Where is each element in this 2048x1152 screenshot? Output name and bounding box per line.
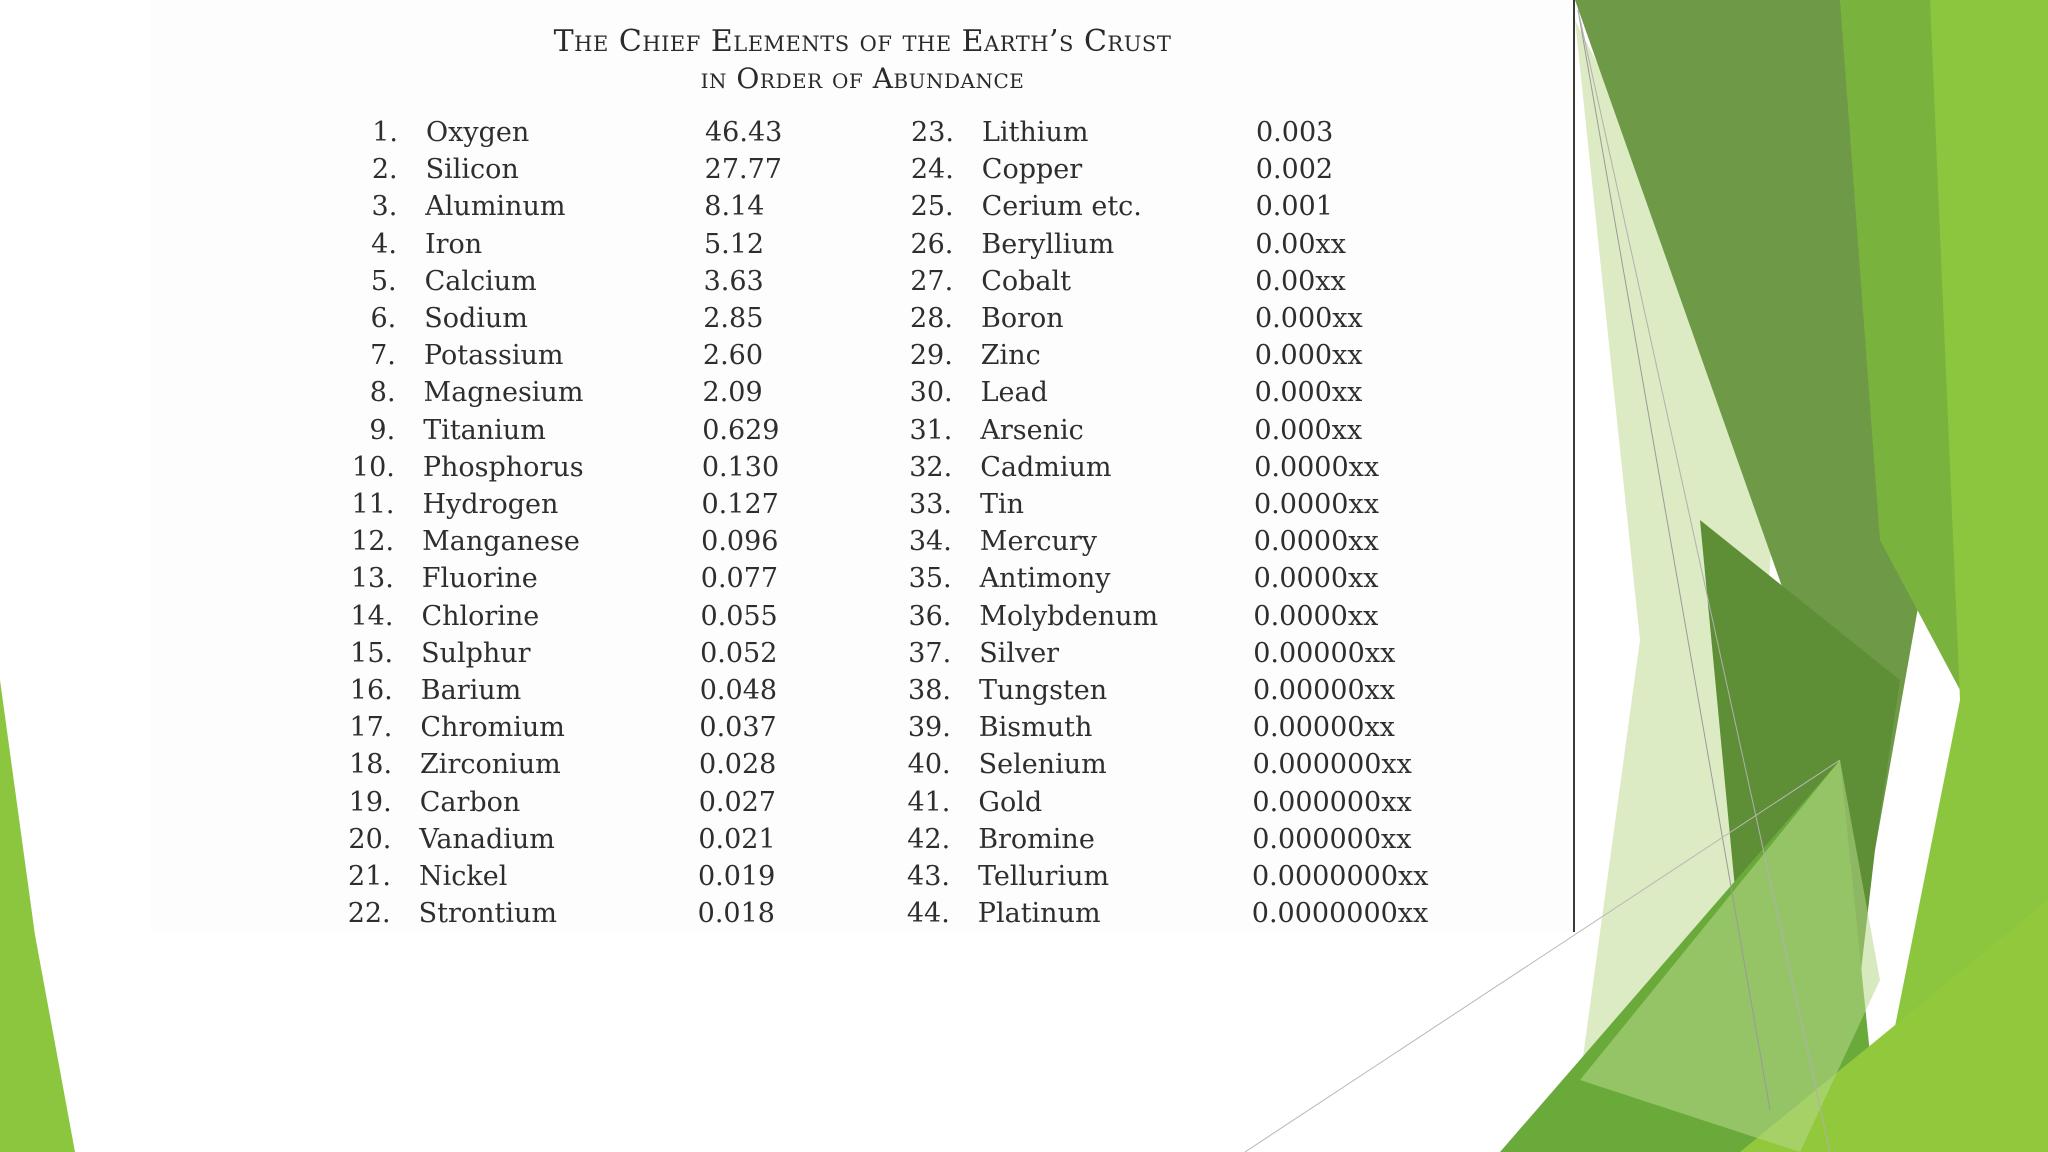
element-rank: 25. xyxy=(910,191,954,223)
element-row xyxy=(150,339,1550,373)
element-name: Barium xyxy=(420,675,522,706)
element-name: Iron xyxy=(424,228,483,260)
element-rank: 37. xyxy=(908,637,952,669)
element-rank: 3. xyxy=(371,191,398,223)
element-rank: 20. xyxy=(348,823,392,855)
element-abundance: 0.000xx xyxy=(1254,414,1363,446)
element-name: Zinc xyxy=(980,340,1041,372)
abundance-table-document xyxy=(150,0,1575,932)
element-name: Titanium xyxy=(423,414,546,446)
element-name: Potassium xyxy=(423,340,564,372)
element-row xyxy=(150,265,1550,299)
element-abundance: 0.018 xyxy=(697,898,775,930)
element-name: Molybdenum xyxy=(979,600,1159,632)
element-name: Cobalt xyxy=(981,265,1071,297)
element-row xyxy=(150,414,1550,448)
element-rank: 5. xyxy=(370,265,397,297)
element-row xyxy=(150,860,1550,894)
element-name: Platinum xyxy=(977,898,1101,930)
element-abundance: 0.0000xx xyxy=(1253,526,1379,558)
element-name: Tin xyxy=(980,489,1025,520)
element-abundance: 5.12 xyxy=(703,228,765,260)
element-rank: 29. xyxy=(909,340,953,372)
element-abundance: 0.00000xx xyxy=(1253,637,1396,669)
element-rank: 28. xyxy=(910,303,953,334)
element-rank: 18. xyxy=(349,749,393,781)
element-abundance: 0.00000xx xyxy=(1253,675,1396,706)
element-rank: 44. xyxy=(906,898,950,930)
element-abundance: 0.028 xyxy=(699,749,777,781)
element-name: Copper xyxy=(981,154,1083,186)
element-abundance: 3.63 xyxy=(703,265,764,297)
element-name: Beryllium xyxy=(981,228,1115,260)
element-abundance: 0.000000xx xyxy=(1252,749,1412,781)
element-rank: 16. xyxy=(349,675,393,706)
element-name: Tungsten xyxy=(979,675,1108,706)
left-green-shard xyxy=(0,680,75,1152)
element-row xyxy=(150,488,1550,522)
element-abundance: 0.0000xx xyxy=(1254,489,1379,520)
element-name: Sodium xyxy=(424,303,528,334)
element-abundance: 0.000xx xyxy=(1254,377,1363,409)
element-name: Chromium xyxy=(420,712,565,744)
element-rank: 41. xyxy=(907,786,951,818)
element-rank: 12. xyxy=(351,526,395,558)
element-abundance: 0.019 xyxy=(698,861,776,892)
element-row xyxy=(150,562,1550,596)
element-name: Antimony xyxy=(979,563,1111,595)
element-abundance: 0.000xx xyxy=(1255,303,1363,334)
element-rank: 21. xyxy=(348,861,391,892)
element-row xyxy=(150,786,1550,820)
element-rank: 31. xyxy=(909,414,953,446)
element-rank: 36. xyxy=(908,600,952,632)
element-row xyxy=(150,600,1550,634)
element-row xyxy=(150,153,1550,187)
element-abundance: 0.052 xyxy=(700,637,778,669)
element-abundance: 0.027 xyxy=(698,786,776,818)
table-title-line-1: The Chief Elements of the Earth’s Crust xyxy=(553,24,1172,59)
element-name: Lithium xyxy=(982,117,1089,148)
element-row xyxy=(150,674,1550,708)
element-row xyxy=(150,897,1550,931)
element-name: Vanadium xyxy=(419,823,555,855)
element-row xyxy=(150,302,1550,336)
element-name: Magnesium xyxy=(423,377,584,409)
element-rank: 42. xyxy=(907,823,951,855)
element-rank: 6. xyxy=(370,303,397,334)
element-rank: 15. xyxy=(350,637,394,669)
element-name: Hydrogen xyxy=(422,489,559,520)
element-row xyxy=(150,637,1550,671)
element-abundance: 8.14 xyxy=(704,191,765,223)
element-abundance: 0.00xx xyxy=(1255,265,1346,297)
element-name: Selenium xyxy=(978,749,1107,781)
element-row xyxy=(150,451,1550,485)
element-rank: 27. xyxy=(910,265,954,297)
element-abundance: 0.130 xyxy=(701,451,780,483)
element-abundance: 2.09 xyxy=(702,377,763,409)
element-rank: 33. xyxy=(909,489,952,520)
element-row xyxy=(150,525,1550,559)
element-name: Zirconium xyxy=(420,749,561,781)
element-rank: 38. xyxy=(908,675,951,706)
element-abundance: 0.001 xyxy=(1255,191,1333,223)
element-abundance: 0.055 xyxy=(700,600,778,632)
element-rank: 30. xyxy=(909,377,953,409)
element-abundance: 27.77 xyxy=(704,154,782,186)
element-name: Bromine xyxy=(978,823,1095,855)
element-abundance: 0.629 xyxy=(702,414,780,446)
element-rank: 8. xyxy=(369,377,396,409)
element-rank: 14. xyxy=(350,600,394,632)
element-name: Bismuth xyxy=(978,712,1093,744)
element-name: Oxygen xyxy=(426,117,530,148)
element-abundance: 0.0000xx xyxy=(1253,600,1379,632)
element-rank: 40. xyxy=(907,749,951,781)
element-abundance: 0.000000xx xyxy=(1252,823,1412,855)
element-row xyxy=(150,190,1550,224)
element-name: Nickel xyxy=(419,861,508,892)
element-abundance: 0.048 xyxy=(699,675,778,706)
element-name: Phosphorus xyxy=(422,451,584,483)
element-name: Cerium etc. xyxy=(981,191,1142,223)
element-name: Lead xyxy=(980,377,1048,409)
element-abundance: 0.000000xx xyxy=(1252,786,1412,818)
element-name: Arsenic xyxy=(980,414,1084,446)
element-row xyxy=(150,228,1550,262)
element-abundance: 2.60 xyxy=(702,340,764,372)
element-rank: 32. xyxy=(909,451,953,483)
element-rank: 23. xyxy=(911,117,954,148)
element-row xyxy=(150,823,1550,857)
element-rank: 24. xyxy=(910,154,954,186)
element-rank: 2. xyxy=(371,154,398,186)
element-name: Boron xyxy=(981,303,1064,334)
element-rank: 26. xyxy=(910,228,954,260)
element-name: Fluorine xyxy=(421,563,538,595)
element-abundance: 0.0000000xx xyxy=(1251,898,1429,930)
element-name: Gold xyxy=(978,786,1043,818)
element-name: Strontium xyxy=(418,898,558,930)
element-rank: 43. xyxy=(907,861,950,892)
element-rank: 10. xyxy=(351,451,395,483)
element-row xyxy=(150,711,1550,745)
table-title-line-2: in Order of Abundance xyxy=(700,62,1025,95)
element-abundance: 0.021 xyxy=(698,823,776,855)
element-name: Sulphur xyxy=(421,637,531,669)
element-abundance: 0.127 xyxy=(701,489,779,520)
element-name: Tellurium xyxy=(978,861,1110,892)
element-abundance: 0.002 xyxy=(1255,154,1334,186)
element-abundance: 0.003 xyxy=(1256,117,1334,148)
element-row xyxy=(150,116,1550,150)
element-name: Silver xyxy=(979,637,1060,669)
element-abundance: 0.096 xyxy=(701,526,779,558)
element-rank: 34. xyxy=(908,526,952,558)
element-name: Silicon xyxy=(425,154,519,186)
element-name: Cadmium xyxy=(980,451,1112,483)
element-abundance: 0.0000xx xyxy=(1253,563,1379,595)
element-rank: 4. xyxy=(371,228,397,260)
element-rank: 13. xyxy=(350,563,394,595)
element-name: Carbon xyxy=(419,786,521,818)
element-name: Mercury xyxy=(979,526,1097,558)
element-abundance: 0.000xx xyxy=(1254,340,1363,372)
element-abundance: 2.85 xyxy=(703,303,764,334)
element-abundance: 0.037 xyxy=(699,712,777,744)
element-rank: 9. xyxy=(369,414,396,446)
element-abundance: 46.43 xyxy=(705,117,783,148)
element-abundance: 0.0000000xx xyxy=(1252,861,1429,892)
element-abundance: 0.077 xyxy=(700,563,779,595)
element-name: Chlorine xyxy=(421,600,540,632)
element-abundance: 0.00xx xyxy=(1255,228,1346,260)
element-rank: 1. xyxy=(372,117,398,148)
element-name: Calcium xyxy=(424,265,537,297)
element-rank: 17. xyxy=(349,712,393,744)
element-rank: 22. xyxy=(347,898,391,930)
element-name: Manganese xyxy=(422,526,580,558)
element-rank: 7. xyxy=(370,340,396,372)
element-rank: 19. xyxy=(348,786,392,818)
element-abundance: 0.0000xx xyxy=(1254,451,1380,483)
element-rank: 39. xyxy=(907,712,951,744)
element-abundance: 0.00000xx xyxy=(1252,712,1395,744)
element-rank: 11. xyxy=(351,489,395,520)
element-rank: 35. xyxy=(908,563,952,595)
element-row xyxy=(150,748,1550,782)
element-row xyxy=(150,376,1550,410)
element-name: Aluminum xyxy=(425,191,566,223)
